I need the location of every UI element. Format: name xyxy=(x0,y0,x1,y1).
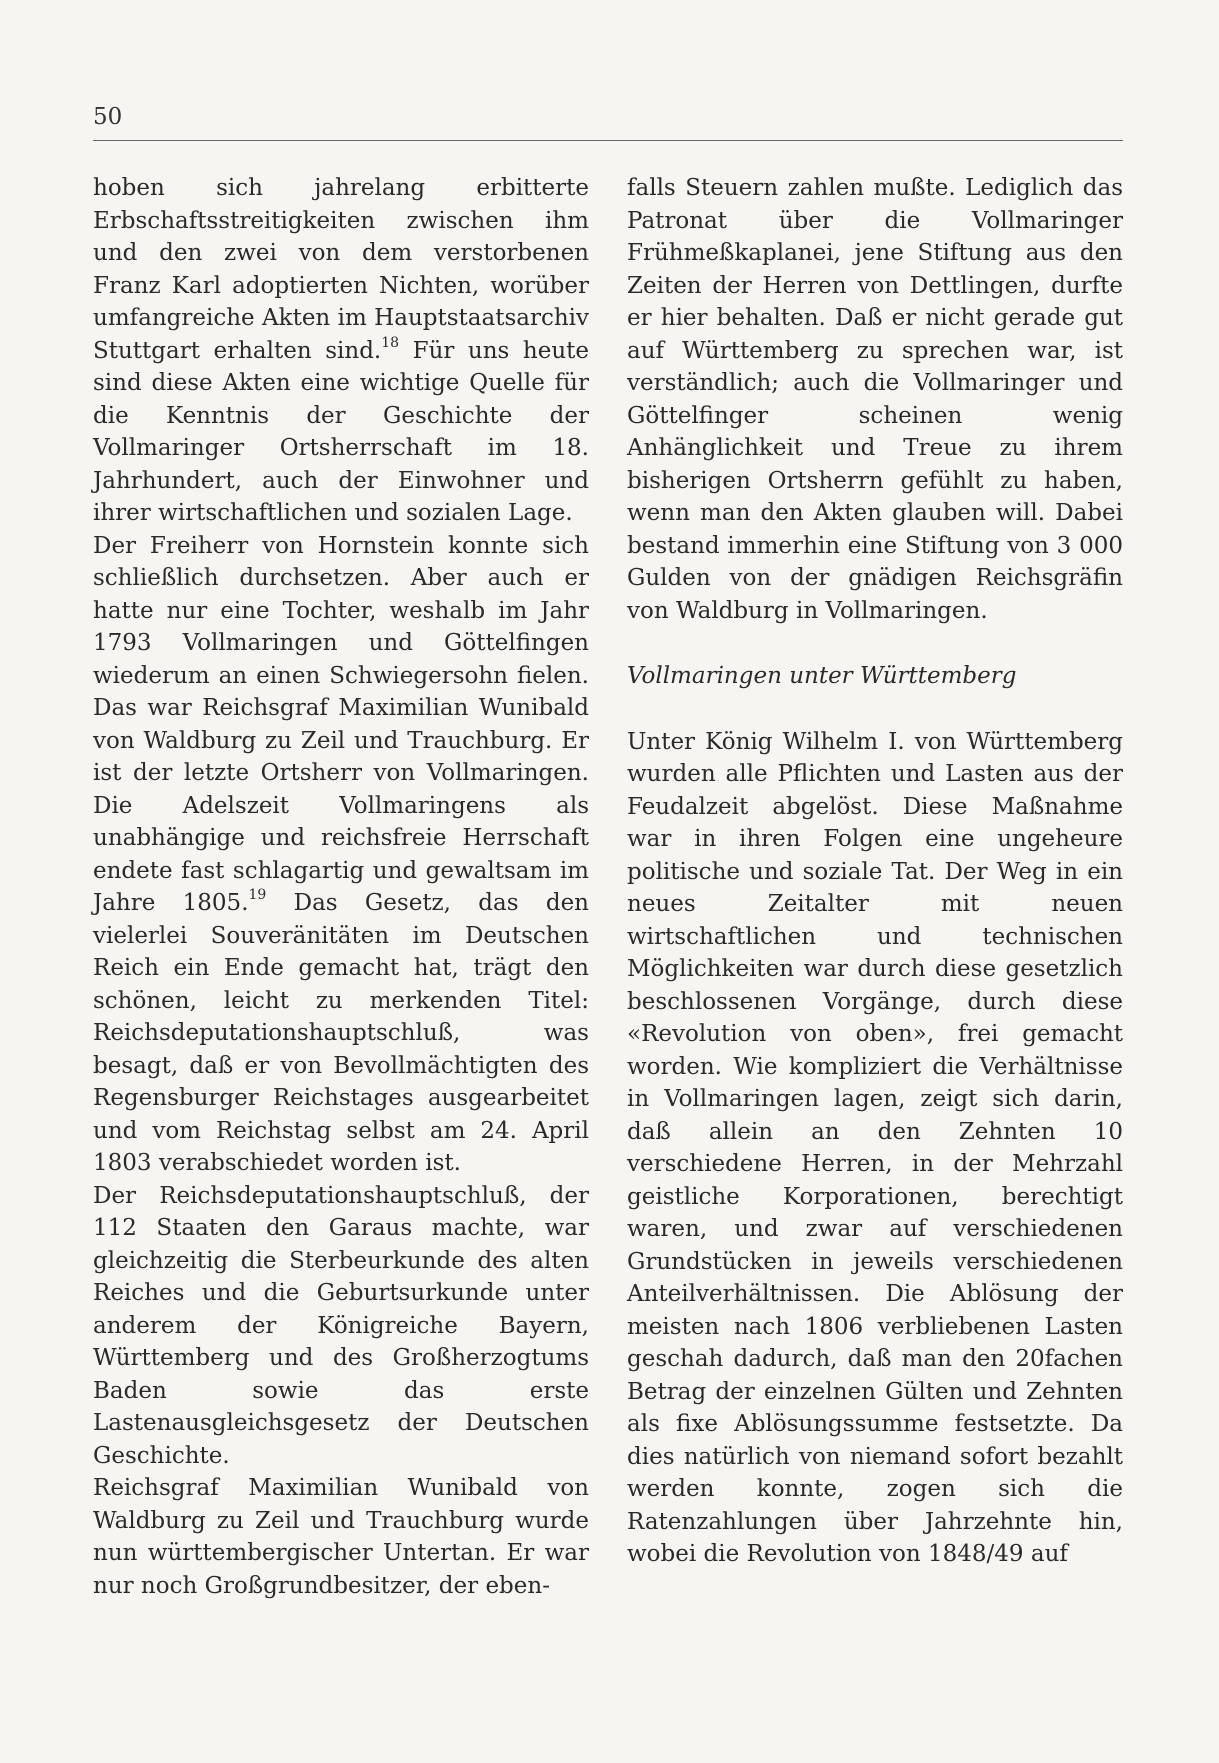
paragraph-text: Der Freiherr von Hornstein konnte sich schließlich durchsetzen. Aber auch er hatte nur eine Tochter, weshalb im Jahr 1793 Vollmaringen und Göttelfingen wiederum an einen Schwiegersohn fielen. Das war Reichsgraf Maximilian Wunibald von Waldburg zu Zeil und Trauchburg. Er ist der letzte Ortsherr von Vollmaringen. Die Adelszeit Vollmaringens als unabhängige und reichsfreie Herrschaft endete fast schlagartig und gewaltsam im Jahre 1805. xyxy=(93,532,589,916)
right-column xyxy=(627,172,1123,1571)
paragraph: Reichsgraf Maximilian Wunibald von Waldburg zu Zeil und Trauchburg wurde nun württembergischer Untertan. Er war nur noch Großgrundbesitzer, der eben- xyxy=(93,1475,589,1599)
paragraph xyxy=(93,530,589,1180)
paragraph-text: Das Gesetz, das den vielerlei Souveränitäten im Deutschen Reich ein Ende gemacht hat, trägt den schönen, leicht zu merkenden Titel: Reichsdeputationshauptschluß, was besagt, daß er von Bevollmächtigten des Regensburger Reichstages ausgearbeitet und vom Reichstag selbst am 24. April 1803 verabschiedet worden ist. xyxy=(93,890,589,1176)
paragraph: Der Reichsdeputationshauptschluß, der 112 Staaten den Garaus machte, war gleichzeitig die Sterbeurkunde des alten Reiches und die Geburtsurkunde unter anderem der Königreiche Bayern, Württemberg und des Großherzogtums Baden sowie das erste Lastenausgleichsgesetz der Deutschen Geschichte. xyxy=(93,1182,589,1469)
paragraph-text: hoben sich jahrelang erbitterte Erbschaftsstreitigkeiten zwischen ihm und den zwei von dem verstorbenen Franz Karl adoptierten Nichten, worüber umfangreiche Akten im Hauptstaatsarchiv Stuttgart erhalten sind. xyxy=(93,175,589,364)
section-heading: Vollmaringen unter Württemberg xyxy=(627,663,1017,689)
header-rule xyxy=(93,140,1123,141)
footnote-ref: 19 xyxy=(248,887,267,904)
paragraph-text: Für uns heute sind diese Akten eine wichtige Quelle für die Kenntnis der Geschichte der Vollmaringer Ortsherrschaft im 18. Jahrhundert, auch der Einwohner und ihrer wirtschaftlichen und sozialen Lage. xyxy=(93,337,589,526)
paragraph: falls Steuern zahlen mußte. Lediglich das Patronat über die Vollmaringer Frühmeßkaplanei, jene Stiftung aus den Zeiten der Herren von Dettlingen, durfte er hier behalten. Daß er nicht gerade gut auf Württemberg zu sprechen war, ist verständlich; auch die Vollmaringer und Göttelfinger scheinen wenig Anhänglichkeit und Treue zu ihrem bisherigen Ortsherrn gefühlt zu haben, wenn man den Akten glauben will. Dabei bestand immerhin eine Stiftung von 3 000 Gulden von der gnädigen Reichsgräfin von Waldburg in Vollmaringen. xyxy=(627,175,1123,624)
paragraph xyxy=(93,172,589,530)
paragraph: Unter König Wilhelm I. von Württemberg wurden alle Pflichten und Lasten aus der Feudalzeit abgelöst. Diese Maßnahme war in ihren Folgen eine ungeheure politische und soziale Tat. Der Weg in ein neues Zeitalter mit neuen wirtschaftlichen und technischen Möglichkeiten war durch diese gesetzlich beschlossenen Vorgänge, durch diese «Revolution von oben», frei gemacht worden. Wie kompliziert die Verhältnisse in Vollmaringen lagen, zeigt sich darin, daß allein an den Zehnten 10 verschiedene Herren, in der Mehrzahl geistliche Korporationen, berechtigt waren, und zwar auf verschiedenen Grundstücken in jeweils verschiedenen Anteilverhältnissen. Die Ablösung der meisten nach 1806 verbliebenen Lasten geschah dadurch, daß man den 20fachen Betrag der einzelnen Gülten und Zehnten als fixe Ablösungssumme festsetzte. Da dies natürlich von niemand sofort bezahlt werden konnte, zogen sich die Ratenzahlungen über Jahrzehnte hin, wobei die Revolution von 1848/49 auf xyxy=(627,728,1123,1567)
footnote-ref: 18 xyxy=(381,334,400,351)
left-column xyxy=(93,172,589,1602)
page-number: 50 xyxy=(93,104,123,130)
